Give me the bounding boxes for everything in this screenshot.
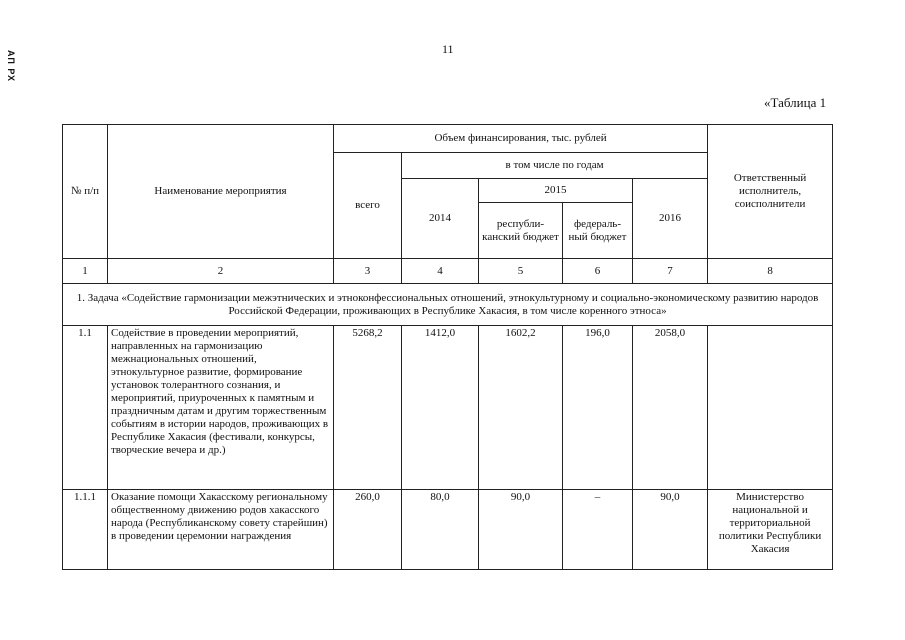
row-num: 1.1 bbox=[63, 326, 108, 490]
header-responsible: Ответственный исполнитель, соисполнители bbox=[708, 125, 833, 259]
row-republic: 1602,2 bbox=[479, 326, 563, 490]
funding-table bbox=[62, 124, 833, 570]
row-name: Содействие в проведении мероприятий, направленных на гармонизацию межнациональных отношений, этнокультурное развитие, формирование установок толерантного сознания, и мероприятий, приуроченных к памятным и праздничным датам и другим торжественным событиям в истории народов, проживающих в Республике Хакасия (фестивали, конкурсы, творческие вечера и др.) bbox=[108, 326, 334, 490]
header-2016: 2016 bbox=[633, 179, 708, 259]
column-number: 7 bbox=[633, 259, 708, 284]
header-2014: 2014 bbox=[402, 179, 479, 259]
row-total: 260,0 bbox=[334, 490, 402, 570]
row-responsible bbox=[708, 326, 833, 490]
column-number: 4 bbox=[402, 259, 479, 284]
header-funding: Объем финансирования, тыс. рублей bbox=[334, 125, 708, 153]
row-2016: 90,0 bbox=[633, 490, 708, 570]
column-number: 6 bbox=[563, 259, 633, 284]
table-row bbox=[63, 490, 833, 570]
column-number: 5 bbox=[479, 259, 563, 284]
column-number: 1 bbox=[63, 259, 108, 284]
row-federal: 196,0 bbox=[563, 326, 633, 490]
side-stamp: АП РХ bbox=[6, 50, 16, 83]
row-total: 5268,2 bbox=[334, 326, 402, 490]
column-number-row bbox=[63, 259, 833, 284]
row-2014: 80,0 bbox=[402, 490, 479, 570]
task-row: 1. Задача «Содействие гармонизации межэтнических и этноконфессиональных отношений, этнокультурному и социально-экономическому развитию народов Российской Федерации, проживающих в Республике Хакасия, в том числе коренного этноса» bbox=[63, 284, 833, 326]
header-total: всего bbox=[334, 153, 402, 259]
row-responsible: Министерство национальной и территориальной политики Республики Хакасия bbox=[708, 490, 833, 570]
column-number: 8 bbox=[708, 259, 833, 284]
row-name: Оказание помощи Хакасскому региональному общественному движению родов хакасского народа (Республиканскому совету старейшин) в проведении церемонии награждения bbox=[108, 490, 334, 570]
header-by-years: в том числе по годам bbox=[402, 153, 708, 179]
header-name: Наименование мероприятия bbox=[108, 125, 334, 259]
row-num: 1.1.1 bbox=[63, 490, 108, 570]
table-caption: «Таблица 1 bbox=[764, 95, 827, 110]
header-2015: 2015 bbox=[479, 179, 633, 203]
header-republic-budget: республи- канский бюджет bbox=[479, 203, 563, 259]
header-federal-budget: федераль- ный бюджет bbox=[563, 203, 633, 259]
page-number: 11 bbox=[442, 42, 454, 56]
row-republic: 90,0 bbox=[479, 490, 563, 570]
column-number: 3 bbox=[334, 259, 402, 284]
column-number: 2 bbox=[108, 259, 334, 284]
row-federal: – bbox=[563, 490, 633, 570]
row-2014: 1412,0 bbox=[402, 326, 479, 490]
row-2016: 2058,0 bbox=[633, 326, 708, 490]
header-num: № п/п bbox=[63, 125, 108, 259]
table-row bbox=[63, 326, 833, 490]
